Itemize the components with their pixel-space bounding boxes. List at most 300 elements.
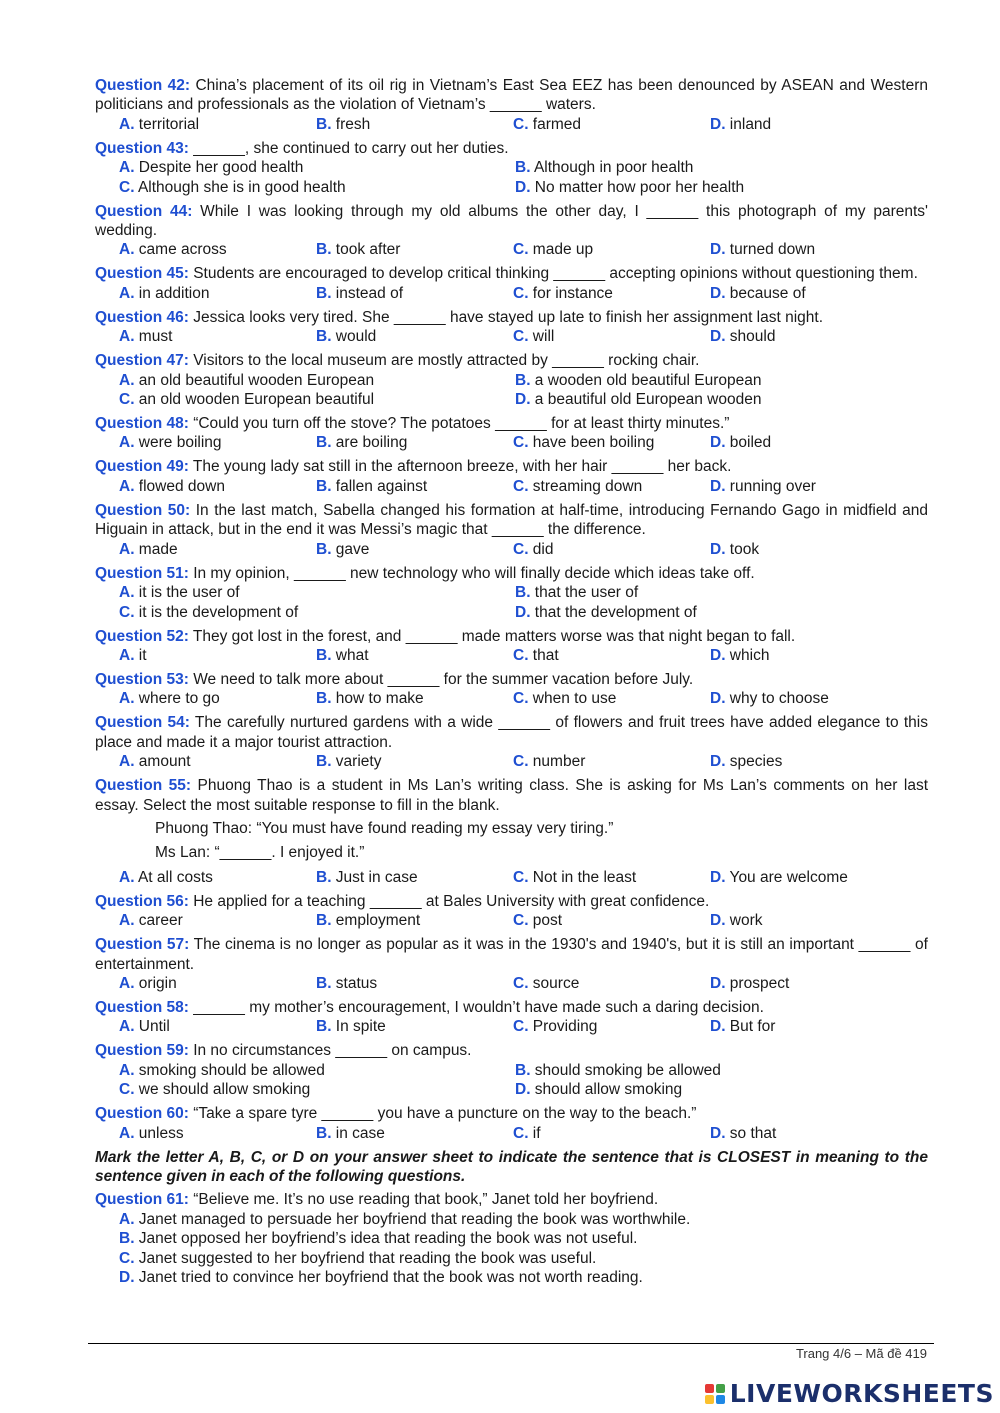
option-letter: C. xyxy=(513,1124,529,1142)
answer-option-c[interactable] xyxy=(513,974,710,993)
question-stem xyxy=(95,202,928,241)
question-text: “Take a spare tyre ______ you have a puncture on the way to the beach.” xyxy=(188,1105,697,1123)
option-letter: A. xyxy=(119,371,135,389)
answer-option-d[interactable] xyxy=(710,327,907,346)
answer-option-d[interactable] xyxy=(710,115,907,134)
logo-square-red xyxy=(705,1384,714,1393)
answer-option-c[interactable] xyxy=(513,1124,710,1143)
question-stem xyxy=(95,892,928,911)
answer-option-c[interactable] xyxy=(119,390,515,409)
answer-option-a[interactable] xyxy=(119,974,316,993)
question-text: He applied for a teaching ______ at Bales University with great confidence. xyxy=(188,892,710,910)
answer-option-b[interactable] xyxy=(316,1017,513,1036)
answer-option-a[interactable] xyxy=(119,646,316,665)
option-letter: B. xyxy=(316,690,332,708)
option-letter: C. xyxy=(513,646,529,664)
answer-option-d[interactable] xyxy=(515,603,911,622)
option-letter: D. xyxy=(710,753,726,771)
option-text: because of xyxy=(725,284,806,302)
dialogue-line: Ms Lan: “______. I enjoyed it.” xyxy=(155,844,365,862)
answer-option-d[interactable] xyxy=(710,752,907,771)
option-text: will xyxy=(528,328,555,346)
answer-options xyxy=(95,115,928,134)
answer-option-b[interactable] xyxy=(316,433,513,452)
answer-option-c[interactable] xyxy=(513,284,710,303)
option-letter: D. xyxy=(710,115,726,133)
option-letter: C. xyxy=(513,912,529,930)
answer-option-c[interactable] xyxy=(513,646,710,665)
answer-option-b[interactable] xyxy=(316,974,513,993)
answer-option-d[interactable] xyxy=(710,868,907,887)
answer-options xyxy=(95,1061,928,1100)
option-text: number xyxy=(528,753,586,771)
option-text: it xyxy=(134,646,147,664)
answer-option-c[interactable] xyxy=(513,540,710,559)
answer-option-b[interactable] xyxy=(515,1061,911,1080)
option-text: came across xyxy=(134,241,227,259)
answer-option-a[interactable] xyxy=(119,540,316,559)
answer-option-b[interactable] xyxy=(316,240,513,259)
option-letter: C. xyxy=(513,241,529,259)
answer-option-b[interactable] xyxy=(316,689,513,708)
question-stem xyxy=(95,670,928,689)
option-text: which xyxy=(725,646,770,664)
answer-option-a[interactable] xyxy=(119,477,316,496)
answer-option-a[interactable] xyxy=(119,327,316,346)
option-letter: B. xyxy=(316,328,332,346)
question-text: In the last match, Sabella changed his formation at half-time, introducing Fernando Gago in midfield and Higuain in attack, but in the end it was Messi’s magic that ______ the difference. xyxy=(95,501,928,539)
question-text: In my opinion, ______ new technology who will finally decide which ideas take off. xyxy=(188,564,755,582)
answer-options xyxy=(95,240,928,259)
option-letter: B. xyxy=(119,1230,135,1248)
option-text: in addition xyxy=(134,284,210,302)
question-stem xyxy=(95,627,928,646)
answer-option-b[interactable] xyxy=(316,327,513,346)
option-text: In spite xyxy=(331,1018,386,1036)
answer-option-b[interactable] xyxy=(515,158,911,177)
question-number: Question 60: xyxy=(95,1105,189,1123)
option-text: Not in the least xyxy=(528,868,637,886)
answer-option-b[interactable] xyxy=(316,540,513,559)
question-block xyxy=(95,308,928,347)
question-text: “Could you turn off the stove? The potatoes ______ for at least thirty minutes.” xyxy=(188,415,730,433)
answer-option-a[interactable] xyxy=(119,115,316,134)
answer-option-b[interactable] xyxy=(119,1229,928,1248)
option-text: career xyxy=(134,912,183,930)
answer-option-c[interactable] xyxy=(513,477,710,496)
option-text: an old beautiful wooden European xyxy=(134,371,375,389)
option-letter: B. xyxy=(316,241,332,259)
question-block xyxy=(95,713,928,771)
page-footer: Trang 4/6 – Mã đề 419 xyxy=(795,1346,927,1361)
question-stem xyxy=(95,76,928,115)
answer-option-d[interactable] xyxy=(710,689,907,708)
question-stem xyxy=(95,564,928,583)
option-letter: A. xyxy=(119,868,135,886)
question-block xyxy=(95,501,928,559)
option-letter: D. xyxy=(710,434,726,452)
question-61 xyxy=(95,1190,928,1287)
option-letter: D. xyxy=(710,1018,726,1036)
option-text: smoking should be allowed xyxy=(134,1061,325,1079)
answer-option-d[interactable] xyxy=(710,1017,907,1036)
option-text: territorial xyxy=(134,115,200,133)
option-text: work xyxy=(725,912,763,930)
option-letter: B. xyxy=(515,584,531,602)
answer-option-b[interactable] xyxy=(316,646,513,665)
answer-options xyxy=(95,1017,928,1036)
answer-options xyxy=(95,1210,928,1288)
answer-option-d[interactable] xyxy=(710,433,907,452)
option-letter: D. xyxy=(710,912,726,930)
answer-option-a[interactable] xyxy=(119,1017,316,1036)
option-letter: B. xyxy=(515,159,531,177)
answer-option-c[interactable] xyxy=(513,433,710,452)
question-stem xyxy=(95,935,928,974)
option-letter: D. xyxy=(710,477,726,495)
question-number: Question 47: xyxy=(95,352,189,370)
option-letter: A. xyxy=(119,159,135,177)
question-block xyxy=(95,351,928,409)
option-letter: B. xyxy=(316,1124,332,1142)
question-stem xyxy=(95,351,928,370)
option-letter: B. xyxy=(515,371,531,389)
option-letter: C. xyxy=(513,868,529,886)
option-text: why to choose xyxy=(725,690,829,708)
option-letter: D. xyxy=(515,603,531,621)
answer-option-c[interactable] xyxy=(513,689,710,708)
answer-options xyxy=(95,974,928,993)
option-letter: A. xyxy=(119,690,135,708)
answer-option-a[interactable] xyxy=(119,911,316,930)
option-letter: A. xyxy=(119,912,135,930)
option-letter: B. xyxy=(316,646,332,664)
option-letter: A. xyxy=(119,328,135,346)
question-block xyxy=(95,935,928,993)
option-text: a wooden old beautiful European xyxy=(530,371,762,389)
answer-options xyxy=(95,371,928,410)
question-block xyxy=(95,76,928,134)
logo-square-blue xyxy=(716,1395,725,1404)
option-letter: C. xyxy=(119,178,135,196)
question-text: The young lady sat still in the afternoon breeze, with her hair ______ her back. xyxy=(188,458,732,476)
option-text: it is the development of xyxy=(134,603,299,621)
question-stem xyxy=(95,776,928,815)
question-number: Question 50: xyxy=(95,501,191,519)
option-text: streaming down xyxy=(528,477,643,495)
option-text: it is the user of xyxy=(134,584,240,602)
answer-options xyxy=(95,583,928,622)
question-number: Question 54: xyxy=(95,714,190,732)
answer-option-a[interactable] xyxy=(119,583,515,602)
answer-option-c[interactable] xyxy=(513,240,710,259)
option-text: Although she is in good health xyxy=(134,178,346,196)
answer-options xyxy=(95,689,928,708)
answer-option-c[interactable] xyxy=(513,868,710,887)
option-letter: A. xyxy=(119,477,135,495)
question-block xyxy=(95,1041,928,1099)
option-text: made xyxy=(134,540,178,558)
option-letter: C. xyxy=(119,603,135,621)
answer-option-d[interactable] xyxy=(710,240,907,259)
option-text: we should allow smoking xyxy=(134,1081,311,1099)
answer-option-a[interactable] xyxy=(119,240,316,259)
answer-option-c[interactable] xyxy=(513,327,710,346)
option-text: that the user of xyxy=(530,584,639,602)
answer-options xyxy=(95,477,928,496)
question-block xyxy=(95,1190,928,1287)
answer-option-a[interactable] xyxy=(119,1124,316,1143)
option-text: status xyxy=(331,974,378,992)
option-letter: D. xyxy=(119,1269,135,1287)
question-text: Visitors to the local museum are mostly attracted by ______ rocking chair. xyxy=(188,352,700,370)
answer-options xyxy=(95,540,928,559)
option-text: Until xyxy=(134,1018,170,1036)
dialogue xyxy=(95,819,928,863)
answer-option-a[interactable] xyxy=(119,1061,515,1080)
question-number: Question 57: xyxy=(95,936,190,954)
answer-option-a[interactable] xyxy=(119,752,316,771)
option-text: would xyxy=(331,328,377,346)
option-text: instead of xyxy=(331,284,404,302)
answer-option-a[interactable] xyxy=(119,158,515,177)
option-letter: B. xyxy=(316,477,332,495)
question-stem xyxy=(95,414,928,433)
question-block xyxy=(95,892,928,931)
option-text: did xyxy=(528,540,554,558)
option-letter: D. xyxy=(710,328,726,346)
option-text: variety xyxy=(331,753,382,771)
question-block xyxy=(95,457,928,496)
option-letter: C. xyxy=(513,753,529,771)
answer-option-a[interactable] xyxy=(119,1210,928,1229)
option-text: Despite her good health xyxy=(134,159,304,177)
dialogue-line: Phuong Thao: “You must have found reading my essay very tiring.” xyxy=(155,819,614,837)
answer-option-d[interactable] xyxy=(515,390,911,409)
liveworksheets-wordmark: LIVEWORKSHEETS xyxy=(729,1379,994,1408)
question-block xyxy=(95,564,928,622)
option-letter: A. xyxy=(119,115,135,133)
option-letter: A. xyxy=(119,241,135,259)
option-letter: B. xyxy=(515,1061,531,1079)
option-text: what xyxy=(331,646,369,664)
option-text: a beautiful old European wooden xyxy=(530,391,762,409)
answer-option-a[interactable] xyxy=(119,433,316,452)
answer-option-a[interactable] xyxy=(119,284,316,303)
option-letter: A. xyxy=(119,1018,135,1036)
question-block xyxy=(95,1104,928,1143)
option-letter: D. xyxy=(710,540,726,558)
option-letter: D. xyxy=(515,178,531,196)
option-letter: B. xyxy=(316,868,332,886)
question-number: Question 56: xyxy=(95,892,189,910)
option-text: where to go xyxy=(134,690,220,708)
answer-option-d[interactable] xyxy=(710,284,907,303)
option-letter: D. xyxy=(710,241,726,259)
liveworksheets-logo[interactable] xyxy=(705,1379,994,1408)
option-letter: B. xyxy=(316,540,332,558)
question-number: Question 51: xyxy=(95,564,189,582)
question-list xyxy=(95,76,928,1143)
answer-options xyxy=(95,284,928,303)
question-stem xyxy=(95,1041,928,1060)
question-number: Question 55: xyxy=(95,777,192,795)
question-text: The cinema is no longer as popular as it was in the 1930's and 1940's, but it is still an important ______ of entertainment. xyxy=(95,936,928,973)
option-text: Janet managed to persuade her boyfriend that reading the book was worthwhile. xyxy=(134,1210,691,1228)
option-text: were boiling xyxy=(134,434,222,452)
question-stem xyxy=(95,501,928,540)
question-number: Question 58: xyxy=(95,998,189,1016)
answer-option-a[interactable] xyxy=(119,868,316,887)
option-text: Janet suggested to her boyfriend that reading the book was useful. xyxy=(134,1249,597,1267)
answer-option-d[interactable] xyxy=(515,1080,911,1099)
answer-options xyxy=(95,327,928,346)
option-letter: B. xyxy=(316,284,332,302)
answer-option-c[interactable] xyxy=(513,911,710,930)
option-letter: A. xyxy=(119,1061,135,1079)
answer-option-c[interactable] xyxy=(119,178,515,197)
option-text: prospect xyxy=(725,974,790,992)
answer-option-b[interactable] xyxy=(316,284,513,303)
option-letter: D. xyxy=(710,646,726,664)
option-letter: A. xyxy=(119,974,135,992)
option-letter: C. xyxy=(119,1081,135,1099)
question-block xyxy=(95,627,928,666)
option-letter: C. xyxy=(513,434,529,452)
answer-option-c[interactable] xyxy=(119,1080,515,1099)
option-text: inland xyxy=(725,115,772,133)
option-text: But for xyxy=(725,1018,776,1036)
option-text: At all costs xyxy=(134,868,213,886)
question-text: Students are encouraged to develop critical thinking ______ accepting opinions without questioning them. xyxy=(188,265,918,283)
option-text: origin xyxy=(134,974,177,992)
option-text: have been boiling xyxy=(528,434,655,452)
option-text: took xyxy=(725,540,760,558)
option-letter: C. xyxy=(119,1249,135,1267)
question-number: Question 59: xyxy=(95,1042,189,1060)
answer-option-c[interactable] xyxy=(513,115,710,134)
answer-options xyxy=(95,868,928,887)
option-text: if xyxy=(528,1124,541,1142)
question-text: ______ my mother’s encouragement, I wouldn’t have made such a daring decision. xyxy=(188,998,764,1016)
answer-option-b[interactable] xyxy=(316,911,513,930)
option-text: unless xyxy=(134,1124,184,1142)
option-letter: C. xyxy=(513,284,529,302)
option-letter: B. xyxy=(316,1018,332,1036)
option-letter: C. xyxy=(513,690,529,708)
answer-option-b[interactable] xyxy=(515,583,911,602)
option-letter: A. xyxy=(119,584,135,602)
answer-option-d[interactable] xyxy=(710,1124,907,1143)
option-letter: C. xyxy=(513,477,529,495)
option-text: Just in case xyxy=(331,868,418,886)
option-text: farmed xyxy=(528,115,582,133)
answer-option-c[interactable] xyxy=(119,603,515,622)
option-letter: A. xyxy=(119,753,135,771)
answer-option-b[interactable] xyxy=(515,371,911,390)
question-number: Question 43: xyxy=(95,139,189,157)
answer-options xyxy=(95,646,928,665)
question-block xyxy=(95,998,928,1037)
option-letter: D. xyxy=(710,1124,726,1142)
option-letter: C. xyxy=(513,974,529,992)
question-stem xyxy=(95,1190,928,1209)
answer-option-d[interactable] xyxy=(515,178,911,197)
answer-option-c[interactable] xyxy=(513,1017,710,1036)
option-letter: A. xyxy=(119,1124,135,1142)
option-text: fallen against xyxy=(331,477,428,495)
question-stem xyxy=(95,264,928,283)
liveworksheets-logo-icon xyxy=(705,1384,725,1404)
answer-option-b[interactable] xyxy=(316,115,513,134)
question-text: “Believe me. It’s no use reading that book,” Janet told her boyfriend. xyxy=(188,1191,659,1209)
option-text: should allow smoking xyxy=(530,1081,683,1099)
option-text: source xyxy=(528,974,580,992)
option-text: running over xyxy=(725,477,816,495)
answer-option-c[interactable] xyxy=(119,1249,928,1268)
answer-option-a[interactable] xyxy=(119,689,316,708)
option-text: gave xyxy=(331,540,370,558)
question-text: While I was looking through my old albums the other day, I ______ this photograph of my parents' wedding. xyxy=(95,202,928,240)
option-letter: D. xyxy=(515,391,531,409)
question-stem xyxy=(95,457,928,476)
option-text: in case xyxy=(331,1124,385,1142)
option-text: that the development of xyxy=(530,603,697,621)
answer-option-a[interactable] xyxy=(119,371,515,390)
option-letter: B. xyxy=(316,974,332,992)
answer-options xyxy=(95,158,928,197)
answer-option-d[interactable] xyxy=(710,974,907,993)
answer-option-d[interactable] xyxy=(710,477,907,496)
option-text: No matter how poor her health xyxy=(530,178,745,196)
answer-option-b[interactable] xyxy=(316,868,513,887)
question-stem xyxy=(95,998,928,1017)
answer-option-b[interactable] xyxy=(316,477,513,496)
answer-option-b[interactable] xyxy=(316,752,513,771)
answer-option-d[interactable] xyxy=(710,540,907,559)
question-text: ______, she continued to carry out her duties. xyxy=(188,139,509,157)
question-number: Question 48: xyxy=(95,415,189,433)
answer-option-d[interactable] xyxy=(119,1268,928,1287)
question-text: In no circumstances ______ on campus. xyxy=(188,1042,472,1060)
option-text: should smoking be allowed xyxy=(530,1061,721,1079)
option-letter: D. xyxy=(710,868,726,886)
question-number: Question 46: xyxy=(95,308,189,326)
question-text: China’s placement of its oil rig in Vietnam’s East Sea EEZ has been denounced by ASEAN and Western politicians and professionals as the violation of Vietnam’s ______ waters. xyxy=(95,77,928,114)
option-letter: B. xyxy=(316,912,332,930)
option-text: You are welcome xyxy=(725,868,848,886)
option-letter: B. xyxy=(316,753,332,771)
answer-option-d[interactable] xyxy=(710,911,907,930)
answer-option-b[interactable] xyxy=(316,1124,513,1143)
answer-option-c[interactable] xyxy=(513,752,710,771)
question-number: Question 61: xyxy=(95,1191,189,1209)
option-text: Janet tried to convince her boyfriend that the book was not worth reading. xyxy=(134,1269,643,1287)
option-text: made up xyxy=(528,241,594,259)
answer-option-d[interactable] xyxy=(710,646,907,665)
option-text: should xyxy=(725,328,776,346)
option-text: Providing xyxy=(528,1018,598,1036)
option-letter: A. xyxy=(119,434,135,452)
option-text: are boiling xyxy=(331,434,408,452)
option-text: species xyxy=(725,753,783,771)
question-number: Question 45: xyxy=(95,265,189,283)
question-text: The carefully nurtured gardens with a wide ______ of flowers and fruit trees have added elegance to this place and made it a major tourist attraction. xyxy=(95,714,928,751)
question-block xyxy=(95,670,928,709)
option-letter: B. xyxy=(316,115,332,133)
option-text: employment xyxy=(331,912,421,930)
question-text: They got lost in the forest, and ______ made matters worse was that night began to fall. xyxy=(188,627,796,645)
